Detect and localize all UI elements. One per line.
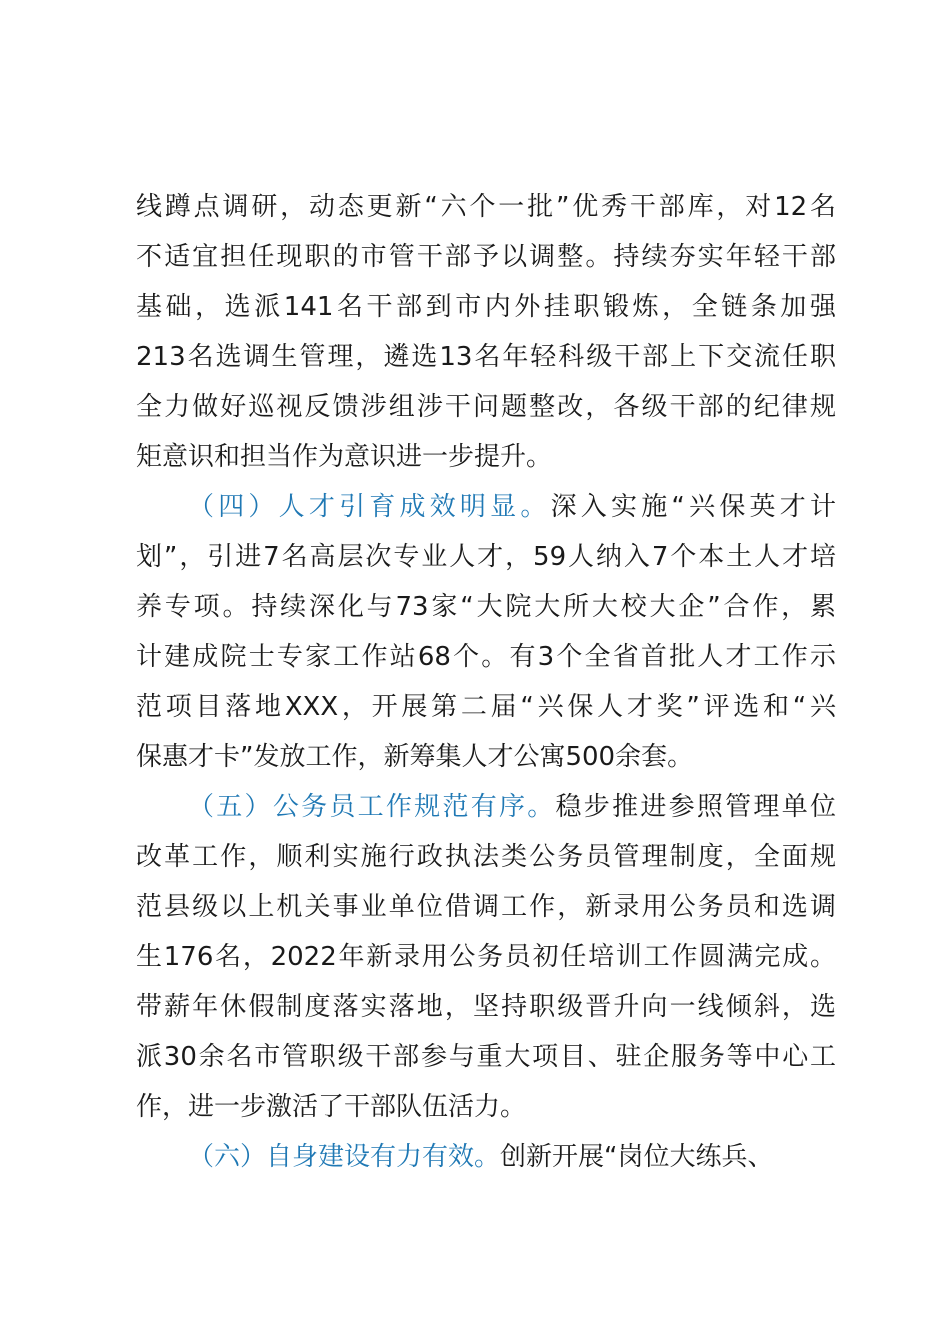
text-line: 线蹲点调研，动态更新“六个一批”优秀干部库，对12名	[136, 192, 836, 222]
text-line: 养专项。持续深化与73家“大院大所大校大企”合作，累	[136, 592, 836, 622]
text-line: 全力做好巡视反馈涉组涉干问题整改，各级干部的纪律规	[136, 392, 836, 422]
paragraph-self-construction	[136, 1132, 836, 1182]
text-line: 生176名，2022年新录用公务员初任培训工作圆满完成。	[136, 942, 836, 972]
text-line: 不适宜担任现职的市管干部予以调整。持续夯实年轻干部	[136, 242, 836, 272]
section-heading-talent: （四）人才引育成效明显。	[188, 492, 551, 522]
text-line: 基础，选派141名干部到市内外挂职锻炼，全链条加强	[136, 292, 836, 322]
text-line: 213名选调生管理，遴选13名年轻科级干部上下交流任职	[136, 342, 836, 372]
text-line: 改革工作，顺利实施行政执法类公务员管理制度，全面规	[136, 842, 836, 872]
text-line: 带薪年休假制度落实落地，坚持职级晋升向一线倾斜，选	[136, 992, 836, 1022]
section-heading-self-construction: （六）自身建设有力有效。	[188, 1142, 501, 1172]
text-run: 深入实施“兴保英才计	[550, 492, 836, 522]
text-run: 创新开展“岗位大练兵、	[500, 1142, 774, 1172]
text-line	[136, 1132, 836, 1182]
text-run: 稳步推进参照管理单位	[555, 792, 836, 822]
paragraph-talent	[136, 482, 836, 782]
text-line: 划”，引进7名高层次专业人才，59人纳入7个本土人才培	[136, 542, 836, 572]
text-line: 范县级以上机关事业单位借调工作，新录用公务员和选调	[136, 892, 836, 922]
text-line: 保惠才卡”发放工作，新筹集人才公寓500余套。	[136, 742, 694, 772]
paragraph-cadre-management	[136, 182, 836, 482]
document-body	[136, 182, 836, 1182]
text-line: 作，进一步激活了干部队伍活力。	[136, 1092, 527, 1122]
text-line: 派30余名市管职级干部参与重大项目、驻企服务等中心工	[136, 1042, 836, 1072]
text-line	[136, 482, 836, 532]
text-line: 计建成院士专家工作站68个。有3个全省首批人才工作示	[136, 642, 836, 672]
text-line: 范项目落地XXX，开展第二届“兴保人才奖”评选和“兴	[136, 692, 836, 722]
section-heading-civil-servant: （五）公务员工作规范有序。	[188, 792, 556, 822]
text-line	[136, 782, 836, 832]
text-line: 矩意识和担当作为意识进一步提升。	[136, 442, 553, 472]
paragraph-civil-servant	[136, 782, 836, 1132]
